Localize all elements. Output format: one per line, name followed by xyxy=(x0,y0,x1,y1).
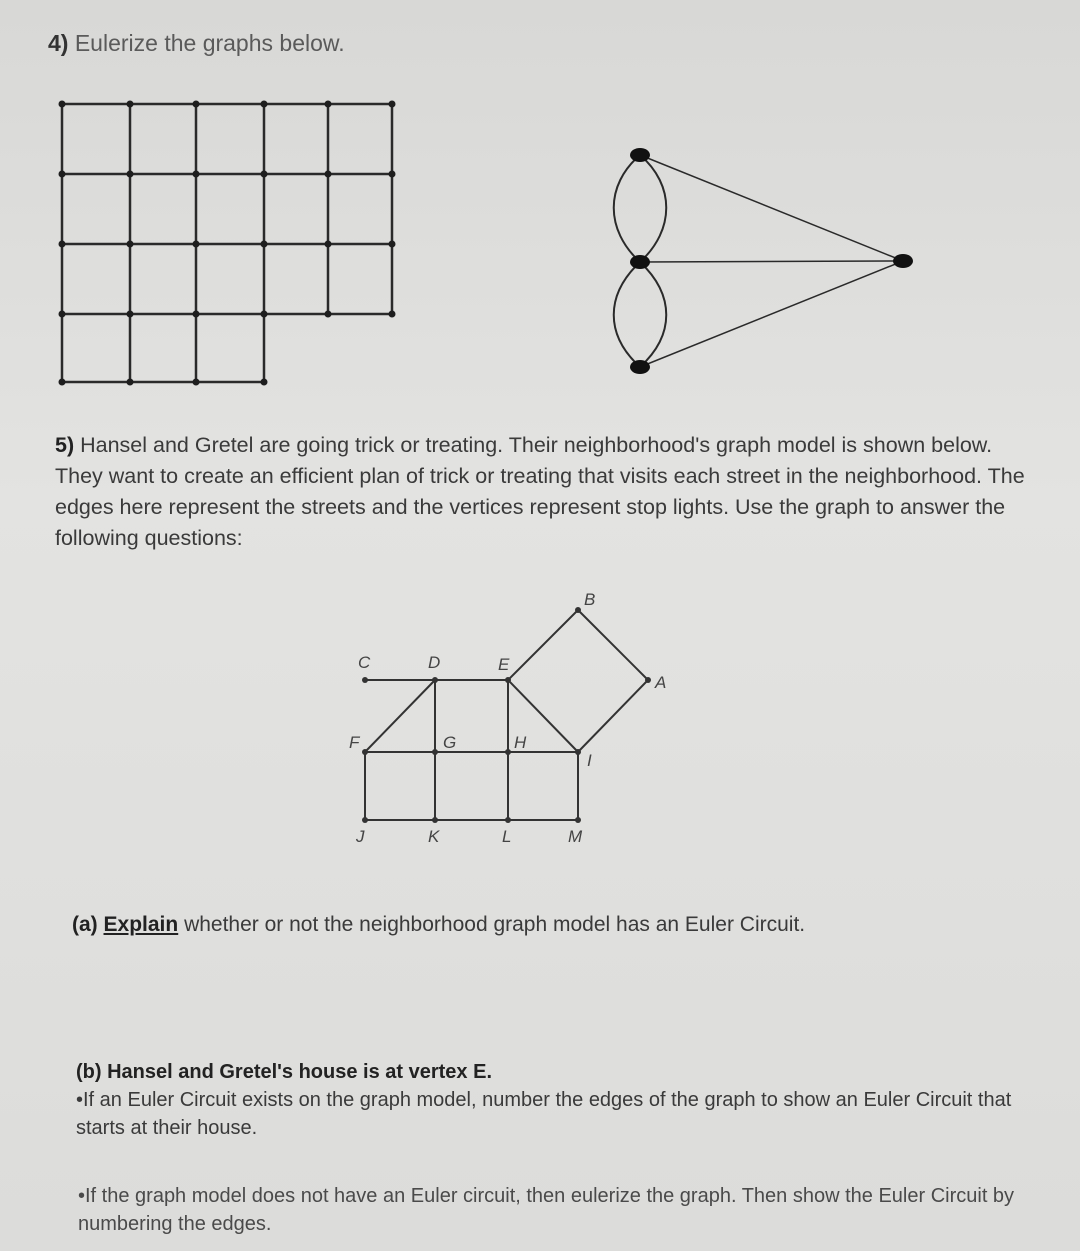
label-I: I xyxy=(587,751,592,770)
grid-vertex xyxy=(193,171,200,178)
multigraph xyxy=(614,155,903,367)
grid-vertex xyxy=(261,311,268,318)
multigraph-vertex xyxy=(630,148,650,162)
vertex-G xyxy=(432,749,438,755)
label-E: E xyxy=(498,655,510,674)
street-edge xyxy=(578,610,648,680)
part-a xyxy=(72,913,805,937)
vertex-E xyxy=(505,677,511,683)
vertex-F xyxy=(362,749,368,755)
multigraph-vertex xyxy=(893,254,913,268)
grid-vertex xyxy=(261,101,268,108)
vertex-C xyxy=(362,677,368,683)
question-5-text-block xyxy=(55,430,1025,554)
street-edge xyxy=(508,610,578,680)
label-A: A xyxy=(655,673,667,692)
part-b-bullet-2-block xyxy=(78,1182,1038,1238)
grid-vertex xyxy=(193,311,200,318)
vertex-A xyxy=(645,677,651,683)
label-F: F xyxy=(349,733,360,752)
grid-vertex xyxy=(389,171,396,178)
vertex-L xyxy=(505,817,511,823)
question-4-text: Eulerize the graphs below. xyxy=(74,30,345,56)
grid-vertex xyxy=(59,171,66,178)
multigraph-vertex xyxy=(630,255,650,269)
vertex-M xyxy=(575,817,581,823)
multigraph-edge xyxy=(614,155,640,262)
grid-vertex xyxy=(59,241,66,248)
label-C: C xyxy=(358,653,371,672)
street-edge xyxy=(578,680,648,752)
question-4-number: 4) xyxy=(48,30,69,56)
grid-graph xyxy=(62,104,392,382)
vertex-H xyxy=(505,749,511,755)
grid-vertex xyxy=(193,379,200,386)
grid-vertex xyxy=(59,379,66,386)
part-b-bullet-2: •If the graph model does not have an Euler circuit, then eulerize the graph. Then show the Euler Circuit by numbering the edges. xyxy=(78,1185,1015,1235)
grid-vertex xyxy=(59,101,66,108)
street-edge xyxy=(365,680,435,752)
neighborhood-graph xyxy=(365,610,648,820)
question-5-number: 5) xyxy=(55,433,75,457)
grid-vertex xyxy=(261,171,268,178)
grid-vertex xyxy=(127,379,134,386)
part-b xyxy=(76,1058,1036,1142)
grid-vertex xyxy=(193,101,200,108)
label-L: L xyxy=(502,827,512,846)
part-a-text: whether or not the neighborhood graph model has an Euler Circuit. xyxy=(184,913,806,936)
vertex-J xyxy=(362,817,368,823)
multigraph-edge xyxy=(640,262,666,367)
part-a-keyword: Explain xyxy=(103,913,179,936)
part-b-bullet-1: •If an Euler Circuit exists on the graph model, number the edges of the graph to show an Euler Circuit that starts at their house. xyxy=(76,1089,1012,1139)
grid-vertex xyxy=(59,311,66,318)
label-D: D xyxy=(428,653,441,672)
label-G: G xyxy=(443,733,457,752)
grid-vertex xyxy=(325,101,332,108)
grid-vertex xyxy=(261,379,268,386)
grid-vertex xyxy=(325,171,332,178)
vertex-D xyxy=(432,677,438,683)
multigraph-edge xyxy=(640,261,903,262)
vertex-I xyxy=(575,749,581,755)
grid-vertex xyxy=(325,311,332,318)
grid-vertex xyxy=(193,241,200,248)
multigraph-vertex xyxy=(630,360,650,374)
multigraph-edge xyxy=(640,261,903,367)
grid-vertex xyxy=(389,241,396,248)
part-b-heading: (b) Hansel and Gretel's house is at vertex E. xyxy=(76,1061,493,1083)
vertex-K xyxy=(432,817,438,823)
grid-vertex xyxy=(389,311,396,318)
label-J: J xyxy=(356,827,365,846)
question-5-text: Hansel and Gretel are going trick or treating. Their neighborhood's graph model is shown below. They want to create an efficient plan of trick or treating that visits each street in the neighborhood. The edges here represent the streets and the vertices represent stop lights. Use the graph to answer the following questions: xyxy=(55,433,1025,550)
label-M: M xyxy=(568,827,583,846)
label-B: B xyxy=(584,590,596,609)
grid-vertex xyxy=(127,171,134,178)
grid-vertex xyxy=(325,241,332,248)
grid-vertex xyxy=(261,241,268,248)
grid-vertex xyxy=(127,241,134,248)
grid-vertex xyxy=(127,311,134,318)
multigraph-edge xyxy=(640,155,666,262)
vertex-B xyxy=(575,607,581,613)
part-a-label: (a) xyxy=(72,913,98,936)
label-K: K xyxy=(428,827,440,846)
grid-vertex xyxy=(127,101,134,108)
label-H: H xyxy=(514,733,527,752)
grid-vertex xyxy=(389,101,396,108)
multigraph-edge xyxy=(614,262,640,367)
multigraph-edge xyxy=(640,155,903,261)
